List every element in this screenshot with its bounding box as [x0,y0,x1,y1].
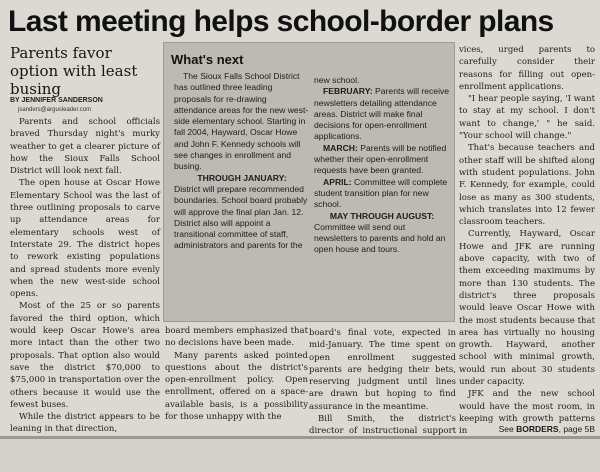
jump-page: , page 5B [558,424,595,434]
sidebar-heading-january: THROUGH JANUARY: [197,172,287,183]
paragraph: JFK and the new school would have the most room, in keeping with growth patterns in [459,389,595,437]
sidebar-title: What's next [171,52,244,67]
sidebar-heading-february: FEBRUARY: [323,86,373,97]
paragraph: "I hear people saying, 'I want to stay at my school. I don't want to change,' " he said. "Your school will change." [459,94,595,142]
paragraph: board's final vote, expected in mid-January. The time spent on open enrollment suggested parents are hedging their bets, reserving judgment until lines are drawn but hoping to find assurance in the meantime. [309,328,456,412]
sidebar-item-april [314,177,450,211]
paragraph: While the district appears to be leaning in that direction, [10,412,160,435]
headline: Last meeting helps school-border plans [8,5,554,38]
paragraph: Bill Smith, the district's director of instructional support [309,414,456,437]
sidebar-heading-march: MARCH: [323,142,358,153]
jump-keyword: BORDERS [516,424,559,434]
sidebar-item-march [314,143,450,177]
paragraph: Parents and school officials braved Thursday night's murky weather to get a clearer picture of how the Sioux Falls School District will look next fall. [10,117,160,177]
sidebar-text-continued: new school. [314,75,360,85]
sidebar-intro: The Sioux Falls School District has outlined three leading proposals for re-drawing attendance areas for the new west-side elementary school. Starting in fall 2004, Hayward, Oscar Howe and John F. Kennedy schools will see changes in enrollment and busing. [174,71,309,172]
author-email: jsanders@argusleader.com [18,107,92,113]
paragraph: Most of the 25 or so parents favored the third option, which would keep Oscar Howe's area more intact than the other two proposals. That option also would save the district $70,000 to $75,000 in transportation over the others because it would use the fewest buses. [10,301,160,410]
sidebar-text-may: Committee will send out newsletters to parents and hold an open house and tours. [314,221,446,255]
sidebar-heading-april: APRIL: [323,176,352,187]
sidebar-item-february [314,86,450,142]
deck-subheadline: Parents favor option with least busing [10,44,138,98]
paragraph: The open house at Oscar Howe Elementary School was the last of three outlining proposals to carve up attendance areas for elementary schools west of Interstate 29. The district hopes to rework existing populations and spread students more evenly when the new west-side school opens. [10,178,160,300]
jump-line [459,424,595,435]
sidebar-column-2 [314,75,450,321]
paragraph: That's because teachers and other staff will be shifted along with student populations. John F. Kennedy, for example, could lose as many as 300 students, which translates into 12 fewer classroom teachers. [459,143,595,228]
paragraph: Currently, Hayward, Oscar Howe and JFK are running above capacity, with two of them exceeding maximums by more than 130 students. The district's three proposals would leave Oscar Howe with the most students because that area has virtually no housing growth. Hayward, another school with minimal growth, would run about 30 students under capacity. [459,229,595,388]
sidebar-text-january: District will prepare recommended boundaries. School board probably will approve the final plan Jan. 12. District also will appoint a transitional committee of staff, administrators and parents for the [174,183,308,251]
sidebar-text-april: Committee will complete student transition plan for new school. [314,176,448,210]
bottom-strip [0,439,600,472]
sidebar-column-1 [174,71,310,321]
paragraph: Many parents asked pointed questions about the district's open-enrollment policy. Open enrollment, offered on a space-available basis, is a possibility for those unhappy with the [165,350,308,423]
paragraph: vices, urged parents to carefully consider their reasons for filling out open-enrollment applications. [459,45,595,92]
sidebar-heading-may: MAY THROUGH AUGUST: [329,210,435,221]
sidebar-text-march: Parents will be notified whether their open-enrollment requests have been granted. [314,142,447,176]
article-column-1 [10,116,160,462]
byline: BY JENNIFER SANDERSON [10,97,103,104]
jump-prefix: See [498,424,514,434]
sidebar-text-february: Parents will receive newsletters detailing attendance areas. District will make final decisions for open-enrollment applications. [314,86,450,142]
whats-next-sidebar [163,42,455,322]
paragraph: board members emphasized that no decisions have been made. [165,326,308,349]
